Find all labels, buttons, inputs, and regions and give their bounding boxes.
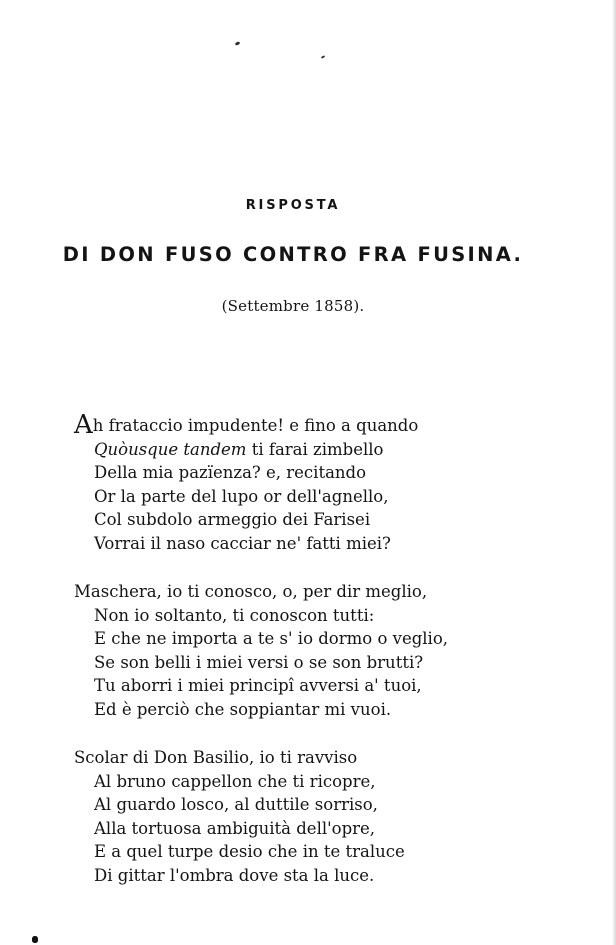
- poem-line: Maschera, io ti conosco, o, per dir meglio,: [74, 582, 428, 601]
- poem-date: (Settembre 1858).: [221, 297, 365, 315]
- ink-speck: [235, 41, 241, 46]
- ink-mark: [32, 936, 38, 943]
- section-kicker: RISPOSTA: [245, 198, 341, 213]
- line-text: h fratacciο impudente! e fino a quando: [92, 416, 419, 435]
- poem-line: Al guardo losco, al duttile sorriso,: [94, 795, 378, 814]
- stanza: [74, 410, 544, 555]
- poem-line: Col subdolo armeggio dei Farisei: [94, 510, 371, 529]
- poem-line: [74, 410, 544, 440]
- poem-line: Della mia pazïenza? e, recitando: [94, 463, 367, 482]
- stanza: [74, 746, 544, 887]
- poem-line: Scolar di Don Basilio, io ti ravviso: [74, 748, 358, 767]
- page-edge-shadow: [612, 0, 616, 945]
- ink-speck: [321, 55, 325, 59]
- poem-line: Vorrai il naso cacciar ne' fatti miei?: [94, 533, 391, 553]
- poem-line: Ed è perciò che soppiantar mi vuoi.: [94, 699, 392, 719]
- poem-line: Al bruno cappellon che ti ricopre,: [94, 771, 376, 791]
- line-text: ti farai zimbello: [246, 439, 384, 459]
- poem-line: E a quel turpe desio che in te traluce: [94, 842, 405, 861]
- poem-line: Or la parte del lupo or dell'agnello,: [94, 486, 389, 506]
- latin-quote: Quòusque tandem: [94, 439, 247, 459]
- poem-line: Tu aborri i miei principî avversi a' tuoi,: [94, 676, 422, 695]
- stanza: [74, 580, 544, 721]
- poem-line: Alla tortuosa ambiguità dell'opre,: [94, 818, 376, 838]
- poem-line: Di gittar l'ombra dove sta la luce.: [94, 865, 375, 885]
- poem-title: DI DON FUSO CONTRO FRA FUSINA.: [62, 243, 524, 266]
- poem-line: Se son belli i miei versi o se son brutti?: [94, 652, 424, 672]
- poem-line: Non io soltanto, ti conoscon tutti:: [94, 605, 375, 625]
- drop-cap: A: [74, 410, 93, 440]
- poem-body: [74, 410, 544, 912]
- poem-line: [74, 438, 544, 462]
- poem-line: E che ne importa a te s' io dormo o veglio,: [94, 629, 449, 648]
